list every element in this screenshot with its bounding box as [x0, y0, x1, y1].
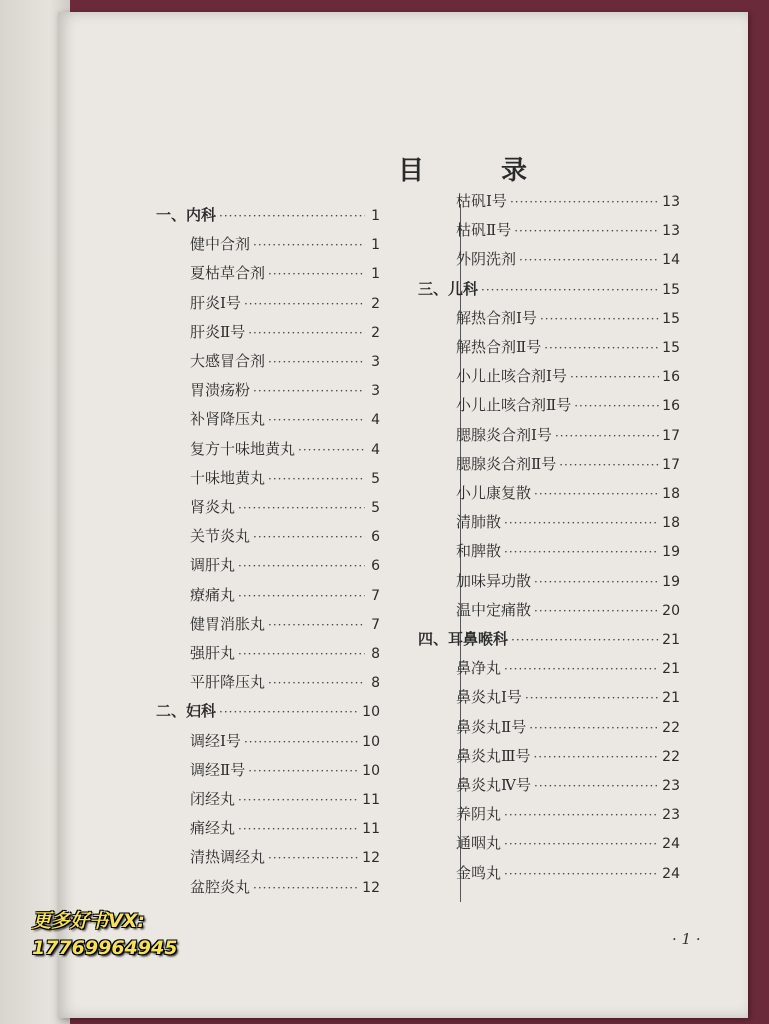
- toc-entry-label: 腮腺炎合剂Ⅱ号: [456, 454, 557, 473]
- toc-entry-label: 清肺散: [456, 513, 502, 532]
- toc-entry: [456, 394, 680, 415]
- toc-entry-label: 鼻炎丸Ⅲ号: [456, 746, 531, 765]
- dot-leader: [253, 881, 359, 895]
- toc-entry-label: 肾炎丸: [190, 498, 236, 516]
- toc-section-label: 一、内科: [156, 206, 217, 224]
- dot-leader: [529, 721, 659, 735]
- toc-entry-label: 枯矾Ⅰ号: [456, 192, 507, 210]
- toc-page-number: 24: [662, 865, 680, 882]
- dot-leader: [504, 867, 659, 881]
- toc-page-number: 22: [662, 748, 680, 765]
- dot-leader: [504, 662, 659, 676]
- toc-entry-label: 养阴丸: [456, 805, 502, 824]
- dot-leader: [525, 691, 659, 705]
- toc-entry: [456, 307, 680, 328]
- toc-entry: [456, 599, 680, 620]
- dot-leader: [238, 793, 359, 807]
- toc-page-number: 1: [371, 266, 380, 283]
- book-page: [58, 12, 748, 1018]
- toc-page-number: 15: [662, 340, 680, 356]
- toc-page-number: 17: [662, 427, 680, 444]
- toc-entry: [418, 628, 680, 649]
- toc-page-number: 8: [371, 646, 380, 662]
- dot-leader: [534, 779, 659, 793]
- toc-page-number: 14: [662, 252, 680, 269]
- dot-leader: [544, 341, 659, 355]
- toc-entry-label: 小儿止咳合剂Ⅰ号: [456, 367, 567, 386]
- toc-page-number: 7: [371, 587, 380, 604]
- dot-leader: [238, 501, 365, 515]
- watermark: [32, 908, 177, 962]
- toc-page-number: 21: [662, 661, 680, 678]
- toc-entry: [456, 482, 680, 503]
- toc-page-number: 23: [662, 807, 680, 824]
- toc-page-number: 4: [371, 441, 380, 458]
- toc-entry-label: 健中合剂: [190, 235, 251, 254]
- dot-leader: [268, 413, 365, 427]
- toc-entry: [456, 248, 680, 269]
- dot-leader: [268, 618, 365, 632]
- toc-entry: [456, 745, 680, 766]
- watermark-line-2: 17769964945: [32, 937, 178, 959]
- dot-leader: [534, 487, 659, 501]
- dot-leader: [268, 851, 359, 865]
- toc-page-number: 19: [662, 573, 680, 590]
- toc-page-number: 13: [662, 223, 680, 240]
- toc-page-number: 3: [371, 383, 380, 400]
- toc-entry: [418, 278, 680, 299]
- toc-page-number: 1: [371, 237, 380, 254]
- toc-entry-label: 通咽丸: [456, 834, 502, 853]
- dot-leader: [268, 676, 365, 690]
- dot-leader: [504, 808, 659, 822]
- dot-leader: [555, 429, 659, 443]
- dot-leader: [298, 443, 365, 457]
- toc-page-number: 10: [362, 762, 380, 779]
- toc-entry-label: 鼻净丸: [456, 659, 502, 678]
- toc-entry: [456, 716, 680, 737]
- toc-page-number: 5: [371, 500, 380, 516]
- toc-page-number: 15: [662, 281, 680, 298]
- toc-page-number: 17: [662, 456, 680, 473]
- toc-page-number: 3: [371, 354, 380, 370]
- toc-entry: [190, 876, 380, 897]
- toc-entry: [190, 788, 380, 809]
- toc-entry: [190, 350, 380, 371]
- toc-page-number: 2: [371, 324, 380, 341]
- toc-page-number: 12: [362, 879, 380, 896]
- toc-entry-label: 大感冒合剂: [190, 352, 266, 370]
- toc-entry-label: 鼻炎丸Ⅳ号: [456, 776, 531, 794]
- toc-entry: [456, 803, 680, 824]
- toc-page-number: 6: [371, 529, 380, 546]
- toc-entry-label: 鼻炎丸Ⅱ号: [456, 717, 527, 736]
- toc-entry: [190, 467, 380, 488]
- toc-entry-label: 外阴洗剂: [456, 250, 517, 269]
- toc-entry: [190, 262, 380, 283]
- dot-leader: [514, 224, 659, 238]
- toc-entry-label: 健胃消胀丸: [190, 614, 266, 633]
- toc-entry: [190, 817, 380, 838]
- toc-page-number: 22: [662, 719, 680, 736]
- toc-entry-label: 肝炎Ⅱ号: [190, 322, 246, 341]
- toc-entry: [456, 336, 680, 357]
- toc-entry-label: 复方十味地黄丸: [190, 439, 296, 458]
- toc-page-number: 18: [662, 515, 680, 532]
- toc-entry: [190, 496, 380, 517]
- watermark-line-1: 更多好书VX:: [32, 910, 145, 932]
- dot-leader: [253, 384, 365, 398]
- dot-leader: [534, 575, 659, 589]
- toc-entry-label: 痛经丸: [190, 819, 236, 838]
- dot-leader: [238, 822, 359, 836]
- toc-page-number: 8: [371, 675, 380, 692]
- toc-entry-label: 补肾降压丸: [190, 410, 266, 429]
- toc-entry: [190, 233, 380, 254]
- toc-entry-label: 平肝降压丸: [190, 673, 266, 692]
- toc-page-number: 4: [371, 412, 380, 429]
- dot-leader: [510, 195, 659, 209]
- toc-entry: [456, 657, 680, 678]
- toc-entry: [456, 832, 680, 853]
- toc-entry: [190, 584, 380, 605]
- toc-entry: [190, 554, 380, 575]
- toc-entry: [190, 292, 380, 313]
- toc-entry: [456, 365, 680, 386]
- toc-entry-label: 胃溃疡粉: [190, 381, 251, 400]
- toc-page-number: 10: [362, 733, 380, 750]
- toc-entry: [190, 671, 380, 692]
- toc-page-number: 10: [362, 704, 380, 721]
- toc-entry-label: 鼻炎丸Ⅰ号: [456, 688, 522, 707]
- toc-page-number: 2: [371, 295, 380, 312]
- dot-leader: [219, 209, 365, 223]
- toc-page-number: 15: [662, 310, 680, 327]
- dot-leader: [511, 633, 659, 647]
- dot-leader: [570, 370, 659, 384]
- toc-entry-label: 调经Ⅰ号: [190, 731, 241, 750]
- toc-entry: [156, 700, 380, 721]
- toc-page-number: 24: [662, 836, 680, 853]
- dot-leader: [244, 735, 359, 749]
- dot-leader: [219, 705, 359, 719]
- toc-entry-label: 小儿康复散: [456, 484, 532, 502]
- dot-leader: [244, 297, 365, 311]
- dot-leader: [238, 559, 365, 573]
- toc-entry-label: 小儿止咳合剂Ⅱ号: [456, 396, 572, 415]
- toc-entry-label: 療痛丸: [190, 585, 236, 604]
- dot-leader: [504, 837, 659, 851]
- toc-page-number: 20: [662, 602, 680, 619]
- toc-entry: [190, 730, 380, 751]
- toc-page-number: 11: [362, 792, 380, 808]
- toc-entry-label: 清热调经丸: [190, 848, 266, 867]
- dot-leader: [504, 545, 659, 559]
- toc-entry: [190, 642, 380, 663]
- toc-entry: [190, 379, 380, 400]
- toc-page-number: 12: [362, 850, 380, 867]
- toc-entry: [190, 321, 380, 342]
- toc-page-number: 21: [662, 690, 680, 707]
- dot-leader: [238, 647, 365, 661]
- toc-page-number: 7: [371, 616, 380, 633]
- toc-entry-label: 腮腺炎合剂Ⅰ号: [456, 425, 552, 444]
- toc-page-number: 21: [662, 632, 680, 648]
- toc-entry: [456, 862, 680, 883]
- toc-page-number: 6: [371, 558, 380, 575]
- toc-entry-label: 夏枯草合剂: [190, 264, 266, 283]
- toc-entry: [456, 540, 680, 561]
- toc-entry-label: 肝炎Ⅰ号: [190, 293, 241, 312]
- toc-entry-label: 解热合剂Ⅰ号: [456, 308, 537, 327]
- toc-entry: [456, 511, 680, 532]
- dot-leader: [248, 764, 359, 778]
- toc-entry: [190, 613, 380, 634]
- toc-page-number: 5: [371, 470, 380, 487]
- dot-leader: [268, 355, 365, 369]
- toc-entry: [456, 190, 680, 211]
- dot-leader: [533, 750, 659, 764]
- dot-leader: [268, 472, 365, 486]
- toc-entry-label: 枯矾Ⅱ号: [456, 221, 512, 240]
- toc-page-number: 18: [662, 486, 680, 502]
- dot-leader: [540, 312, 659, 326]
- toc-section-label: 四、耳鼻喉科: [418, 630, 509, 648]
- toc-page-number: 1: [371, 208, 380, 224]
- toc-entry: [456, 570, 680, 591]
- dot-leader: [534, 604, 659, 618]
- toc-entry: [190, 846, 380, 867]
- toc-entry: [190, 438, 380, 459]
- toc-entry-label: 解热合剂Ⅱ号: [456, 338, 542, 356]
- toc-entry: [190, 525, 380, 546]
- dot-leader: [268, 267, 365, 281]
- dot-leader: [238, 589, 365, 603]
- toc-page-number: 23: [662, 778, 680, 794]
- toc-page-number: 11: [362, 821, 380, 838]
- toc-entry-label: 调经Ⅱ号: [190, 760, 246, 779]
- toc-section-label: 三、儿科: [418, 279, 479, 298]
- toc-entry-label: 和脾散: [456, 542, 502, 561]
- toc-entry-label: 十味地黄丸: [190, 468, 266, 487]
- dot-leader: [481, 283, 659, 297]
- toc-entry: [456, 686, 680, 707]
- toc-entry: [190, 408, 380, 429]
- dot-leader: [519, 253, 659, 267]
- toc-entry-label: 金鸣丸: [456, 863, 502, 882]
- toc-page-number: 13: [662, 194, 680, 210]
- dot-leader: [574, 399, 659, 413]
- toc-entry-label: 强肝丸: [190, 644, 236, 662]
- dot-leader: [248, 326, 365, 340]
- toc-entry: [456, 219, 680, 240]
- toc-entry-label: 关节炎丸: [190, 527, 251, 546]
- toc-page-number: 16: [662, 369, 680, 386]
- dot-leader: [504, 516, 659, 530]
- toc-entry: [190, 759, 380, 780]
- toc-entry-label: 加味异功散: [456, 571, 532, 590]
- toc-page-number: 16: [662, 398, 680, 415]
- toc-entry: [456, 424, 680, 445]
- toc-entry: [456, 774, 680, 795]
- page-title: 目 录: [398, 156, 562, 186]
- page-number: · 1 ·: [672, 930, 701, 948]
- toc-entry-label: 温中定痛散: [456, 600, 532, 619]
- toc-entry-label: 盆腔炎丸: [190, 877, 251, 896]
- dot-leader: [559, 458, 659, 472]
- toc-section-label: 二、妇科: [156, 702, 217, 721]
- dot-leader: [253, 530, 365, 544]
- toc-entry-label: 闭经丸: [190, 790, 236, 808]
- toc-page-number: 19: [662, 544, 680, 561]
- toc-entry: [156, 204, 380, 225]
- toc-entry-label: 调肝丸: [190, 556, 236, 575]
- toc-entry: [456, 453, 680, 474]
- dot-leader: [253, 238, 365, 252]
